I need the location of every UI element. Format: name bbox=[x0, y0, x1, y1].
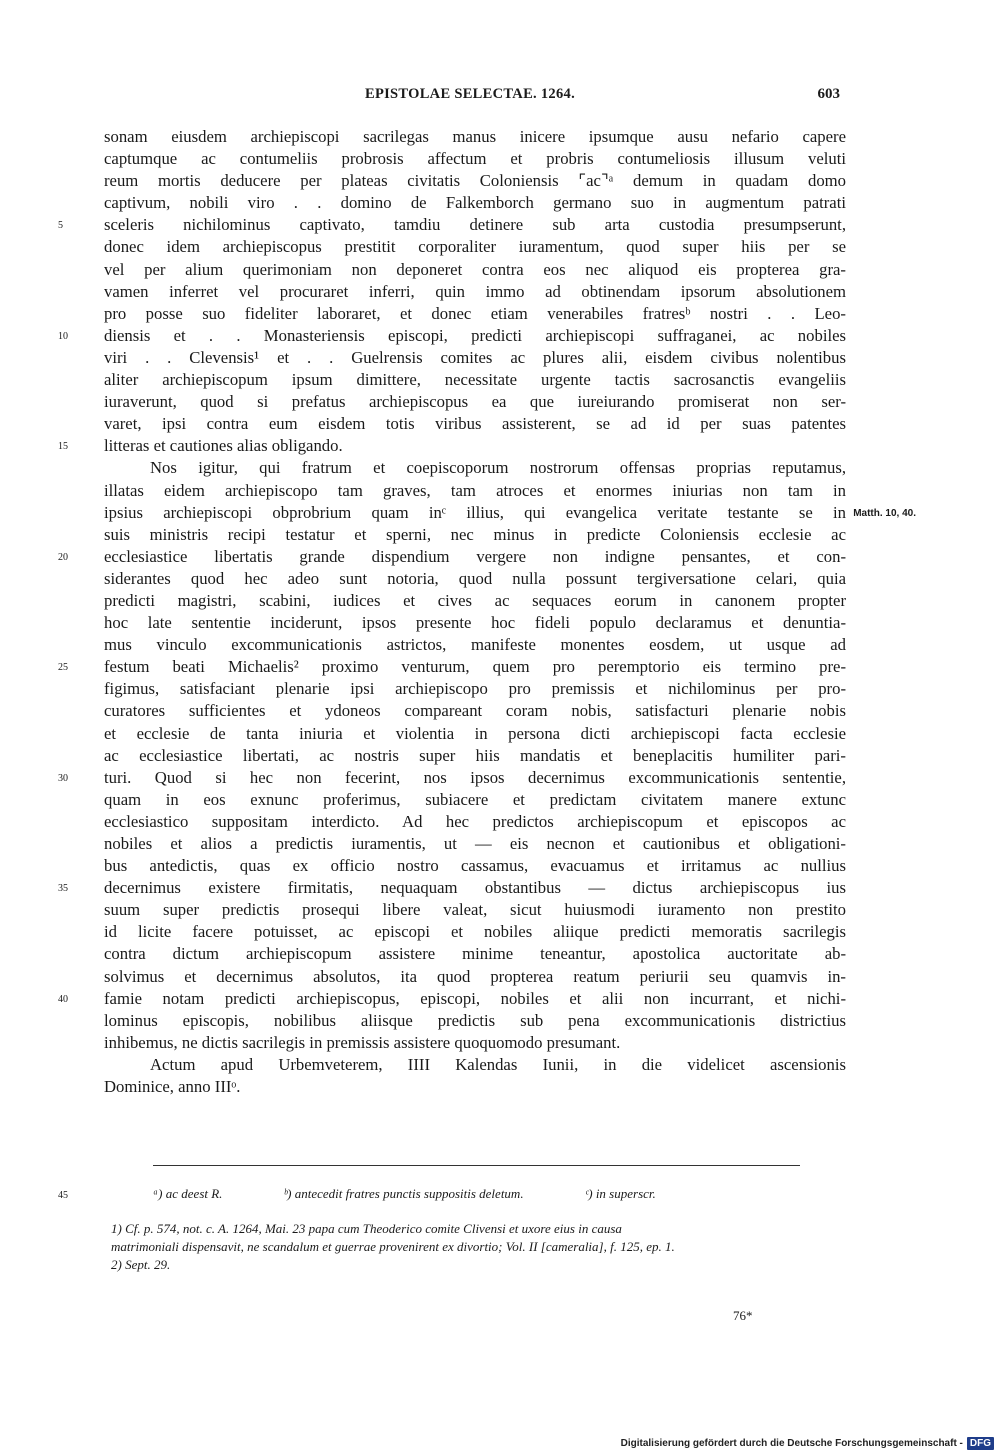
sheet-number: 76* bbox=[733, 1308, 753, 1323]
text-line bbox=[104, 391, 846, 413]
line-text: inhibemus, ne dictis sacrilegis in premissis assistere quoquomodo presumant. bbox=[104, 1032, 621, 1052]
text-line bbox=[104, 590, 846, 612]
text-line bbox=[104, 745, 846, 767]
line-text: ecclesiastico suppositam interdicto. Ad hec predictos archiepiscopum et episcopos ac bbox=[104, 811, 846, 831]
line-number: 10 bbox=[58, 330, 68, 342]
text-line bbox=[104, 457, 846, 479]
critical-apparatus bbox=[153, 1186, 853, 1202]
page-number: 603 bbox=[817, 86, 840, 102]
line-text: suum super predictis prosequi libere valeat, sicut huiusmodi iuramento non prestito bbox=[104, 900, 846, 920]
line-number: 30 bbox=[58, 772, 68, 784]
line-text: donec idem archiepiscopus prestitit corporaliter iuramentum, quod super hiis per se bbox=[104, 237, 846, 257]
text-line bbox=[104, 170, 846, 192]
line-text: predicti magistri, scabini, iudices et cives ac sequaces eorum in canonem propter bbox=[104, 590, 846, 610]
text-line bbox=[104, 281, 846, 303]
line-text: ipsius archiepiscopi obprobrium quam inᶜ illius, qui evangelica veritate testante se in bbox=[104, 502, 846, 522]
line-text: figimus, satisfaciant plenarie ipsi archiepiscopo pro premissis et nichilominus per pro- bbox=[104, 679, 846, 699]
text-line bbox=[104, 568, 846, 590]
footnote-2: 2) Sept. 29. bbox=[111, 1257, 171, 1272]
body-text bbox=[58, 126, 916, 1098]
text-line bbox=[58, 656, 846, 678]
line-text: quam in eos exnunc proferimus, subiacere et predictam civitatem manere extunc bbox=[104, 789, 846, 809]
line-text: suis ministris recipi testatur et sperni, nec minus in predicte Coloniensis ecclesie ac bbox=[104, 524, 846, 544]
line-text: Actum apud Urbemveterem, IIII Kalendas Iunii, in die videlicet ascensionis bbox=[150, 1054, 846, 1074]
text-line bbox=[58, 767, 846, 789]
line-text: decernimus existere firmitatis, nequaquam obstantibus — dictus archiepiscopus ius bbox=[104, 878, 846, 898]
line-text: litteras et cautiones alias obligando. bbox=[104, 436, 343, 456]
line-text: turi. Quod si hec non fecerint, nos ipsos decernimus excommunicationis sententie, bbox=[104, 767, 846, 787]
text-line bbox=[58, 546, 846, 568]
line-text: Nos igitur, qui fratrum et coepiscoporum nostrorum offensas proprias reputamus, bbox=[150, 458, 846, 478]
text-line bbox=[104, 148, 846, 170]
footnote-separator bbox=[153, 1165, 800, 1166]
line-text: solvimus et decernimus absolutos, ita quod propterea reatum periurii seu quamvis in- bbox=[104, 966, 846, 986]
line-text: mus vinculo excommunicationis astrictos, manifeste monentes eosdem, ut usque ad bbox=[104, 635, 846, 655]
text-line bbox=[104, 700, 846, 722]
text-line bbox=[104, 524, 846, 546]
text-line bbox=[104, 1076, 846, 1098]
line-text: Dominice, anno IIIᵒ. bbox=[104, 1077, 241, 1097]
line-text: captumque ac contumeliis probrosis affectum et probris contumeliosis illusum veluti bbox=[104, 149, 846, 169]
text-line bbox=[104, 303, 846, 325]
line-text: illatas eidem archiepiscopo tam graves, tam atroces et enormes iniurias non tam in bbox=[104, 480, 846, 500]
line-text: siderantes quod hec adeo sunt notoria, quod nulla possunt tergiversatione celari, quia bbox=[104, 568, 846, 588]
line-text: reum mortis deducere per plateas civitatis Coloniensis ⌜ac⌝ᵃ demum in quadam domo bbox=[104, 171, 846, 191]
text-line bbox=[104, 899, 846, 921]
digitization-credit bbox=[621, 1435, 994, 1451]
footnote-a: ᵃ) ac deest R. bbox=[153, 1186, 223, 1201]
line-text: ecclesiastice libertatis grande dispendium vergere non indigne pensantes, et con- bbox=[104, 546, 846, 566]
line-text: famie notam predicti archiepiscopus, episcopi, nobiles et alii non incurrant, et nichi- bbox=[104, 988, 846, 1008]
line-text: sceleris nichilominus captivato, tamdiu detinere sub arta custodia presumpserunt, bbox=[104, 215, 846, 235]
line-text: curatores sufficientes et ydoneos compareant coram nobis, satisfacturi plenarie nobis bbox=[104, 701, 846, 721]
credit-text: Digitalisierung gefördert durch die Deutsche Forschungsgemeinschaft - bbox=[620, 1437, 963, 1449]
text-line bbox=[104, 192, 846, 214]
text-line bbox=[104, 811, 846, 833]
text-line bbox=[104, 236, 846, 258]
text-line bbox=[58, 877, 846, 899]
line-text: id licite facere potuisset, ac episcopi et nobiles aliique predicti memoratis sacrilegis bbox=[104, 922, 846, 942]
line-text: festum beati Michaelis² proximo venturum, quem pro peremptorio eis termino pre- bbox=[104, 657, 846, 677]
text-line bbox=[104, 634, 846, 656]
text-line bbox=[104, 347, 846, 369]
line-number: 5 bbox=[58, 220, 63, 232]
text-line bbox=[104, 921, 846, 943]
text-line bbox=[104, 126, 846, 148]
text-line bbox=[58, 435, 846, 457]
text-line bbox=[104, 1010, 846, 1032]
line-text: ac ecclesiastice libertati, ac nostris super hiis mandatis et beneplacitis humiliter pari- bbox=[104, 745, 846, 765]
text-line bbox=[104, 723, 846, 745]
line-text: varet, ipsi contra eum eisdem totis viribus assisterent, se ad id per suas patentes bbox=[104, 414, 846, 434]
text-line bbox=[104, 259, 846, 281]
text-line bbox=[58, 214, 846, 236]
text-line bbox=[104, 413, 846, 435]
text-line bbox=[104, 678, 846, 700]
text-line bbox=[104, 1054, 846, 1076]
line-text: hoc late sententie inciderunt, ipsos presente hoc fideli populo declaramus et denuntia- bbox=[104, 613, 846, 633]
text-line bbox=[58, 988, 846, 1010]
line-text: et ecclesie de tanta iniuria et violentia in persona dicti archiepiscopi facta ecclesie bbox=[104, 723, 846, 743]
line-text: iuraverunt, quod si prefatus archiepiscopus ea que iureiurando promiserat non ser- bbox=[104, 392, 846, 412]
text-line bbox=[58, 325, 846, 347]
margin-reference: Matth. 10, 40. bbox=[853, 507, 916, 519]
footnote-1-line-2: matrimoniali dispensavit, ne scandalum et guerrae provenirent ex divortio; Vol. II [cameralia], f. 125, ep. 1. bbox=[111, 1239, 675, 1254]
line-text: sonam eiusdem archiepiscopi sacrilegas manus inicere ipsumque ausu nefario capere bbox=[104, 127, 846, 146]
text-line bbox=[104, 612, 846, 634]
line-number: 20 bbox=[58, 551, 68, 563]
line-number: 15 bbox=[58, 441, 68, 453]
line-text: captivum, nobili viro . . domino de Falkemborch germano suo in augmentum patrati bbox=[104, 193, 846, 213]
text-line bbox=[104, 855, 846, 877]
footnote-line-number: 45 bbox=[58, 1190, 68, 1201]
text-line bbox=[104, 833, 846, 855]
page-header bbox=[100, 86, 840, 112]
text-line bbox=[104, 966, 846, 988]
line-number: 25 bbox=[58, 662, 68, 674]
footnote-1-line-1: 1) Cf. p. 574, not. c. A. 1264, Mai. 23 papa cum Theoderico comite Clivensi et uxore eius in causa bbox=[111, 1221, 622, 1236]
text-line bbox=[104, 1032, 846, 1054]
line-text: lominus episcopis, nobilibus aliisque predictis sub pena excommunicationis districtius bbox=[104, 1010, 846, 1030]
commentary-notes bbox=[111, 1220, 851, 1274]
text-line bbox=[104, 789, 846, 811]
text-line bbox=[104, 502, 916, 524]
dfg-logo: DFG bbox=[967, 1437, 994, 1450]
line-number: 40 bbox=[58, 993, 68, 1005]
line-text: diensis et . . Monasteriensis episcopi, predicti archiepiscopi suffraganei, ac nobiles bbox=[104, 325, 846, 345]
line-text: contra dictum archiepiscopum assistere minime teneantur, apostolica auctoritate ab- bbox=[104, 944, 846, 964]
footnote-c: ᶜ) in superscr. bbox=[584, 1186, 656, 1201]
line-number: 35 bbox=[58, 883, 68, 895]
line-text: bus antedictis, quas ex officio nostro cassamus, evacuamus et irritamus ac nullius bbox=[104, 856, 846, 876]
line-text: viri . . Clevensis¹ et . . Guelrensis comites ac plures alii, eisdem civibus nolentibus bbox=[104, 347, 846, 367]
running-title: EPISTOLAE SELECTAE. 1264. bbox=[364, 86, 576, 102]
text-line bbox=[104, 480, 846, 502]
footnote-b: ᵇ) antecedit fratres punctis suppositis deletum. bbox=[283, 1186, 524, 1201]
line-text: vamen inferret vel procuraret inferri, quin immo ad obtinendam ipsorum absolutionem bbox=[104, 281, 846, 301]
text-line bbox=[104, 369, 846, 391]
line-text: aliter archiepiscopum ipsum dimittere, necessitate urgente tactis sacrosanctis evangeliis bbox=[104, 370, 846, 390]
line-text: pro posse suo fideliter laboraret, et donec etiam venerabiles fratresᵇ nostri . . Leo- bbox=[104, 303, 846, 323]
text-line bbox=[104, 943, 846, 965]
line-text: vel per alium querimoniam non deponeret contra eos nec aliquod eis propterea gra- bbox=[104, 259, 846, 279]
line-text: nobiles et alios a predictis iuramentis, ut — eis necnon et cautionibus et obligationi- bbox=[104, 834, 846, 853]
